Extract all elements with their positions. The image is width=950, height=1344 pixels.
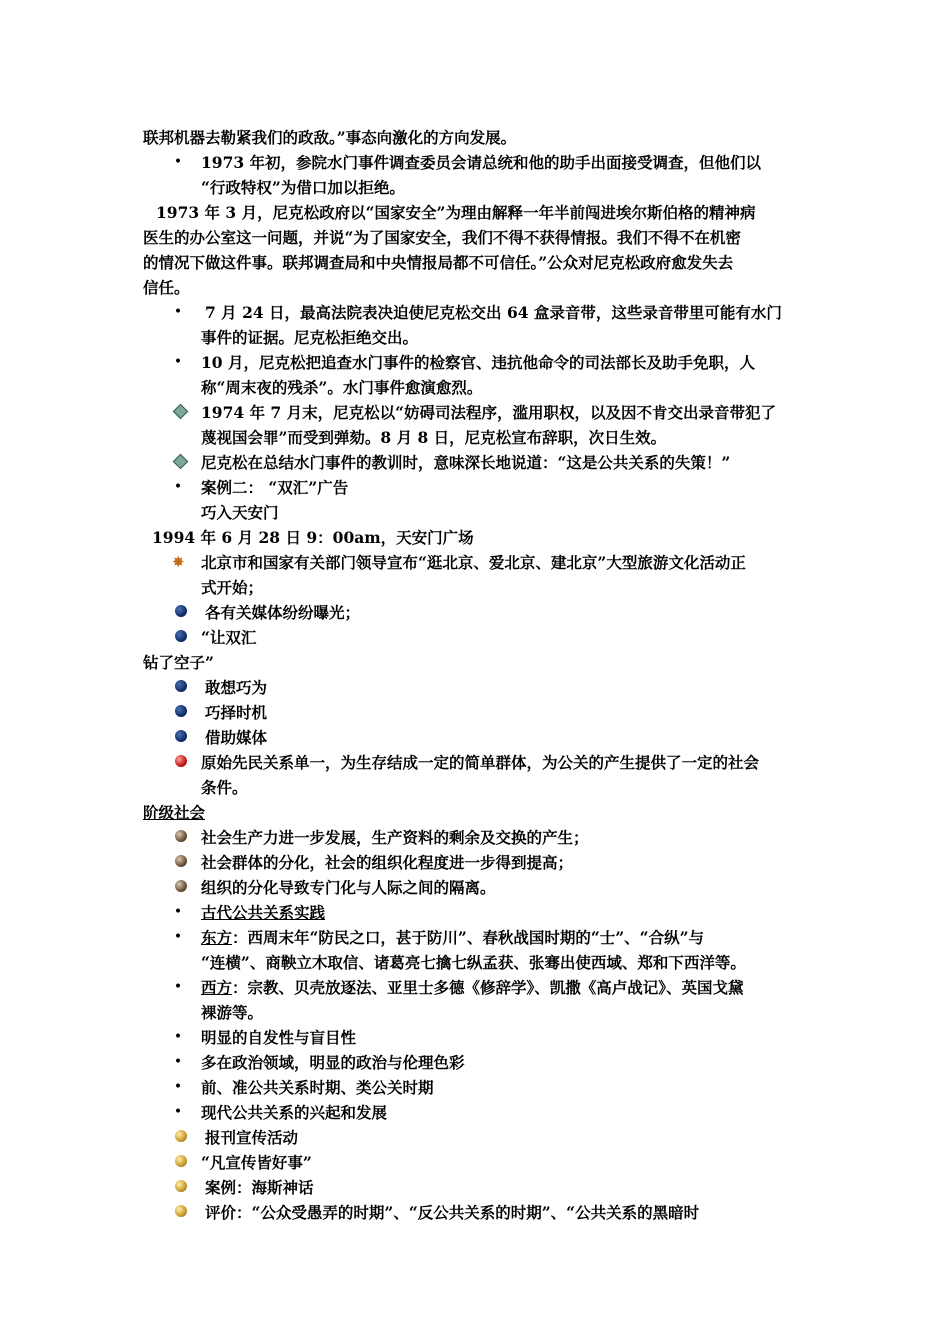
bullet-dot-icon: •	[173, 154, 183, 170]
paragraph-line: 信任。	[143, 278, 190, 297]
list-item-text: 蔑视国会罪”而受到弹劾。8 月 8 日，尼克松宣布辞职，次日生效。	[201, 428, 667, 447]
sphere-bullet-icon	[175, 880, 187, 892]
sphere-bullet-icon	[175, 1205, 187, 1217]
list-item-text: 10 月，尼克松把追查水门事件的检察官、违抗他命令的司法部长及助手免职，人	[201, 353, 755, 372]
list-item-text: 巧入天安门	[201, 503, 279, 522]
label-west-text: ：宗教、贝壳放逐法、亚里士多德《修辞学》、凯撒《高卢战记》、英国戈黛	[232, 978, 744, 997]
bullet-dot-icon: •	[173, 1079, 183, 1095]
sphere-bullet-icon	[175, 1180, 187, 1192]
list-item-text: 称“周末夜的残杀”。水门事件愈演愈烈。	[201, 378, 483, 397]
list-item-text: 多在政治领域，明显的政治与伦理色彩	[201, 1053, 465, 1072]
sphere-bullet-icon	[175, 630, 187, 642]
section-heading: 阶级社会	[143, 803, 206, 822]
sphere-bullet-icon	[175, 1155, 187, 1167]
list-item-text: 各有关媒体纷纷曝光；	[205, 603, 361, 622]
star-bullet-icon: ✸	[172, 553, 185, 571]
list-item-text: 式开始；	[201, 578, 264, 597]
paragraph-line: 1994 年 6 月 28 日 9：00am，天安门广场	[152, 528, 474, 547]
sphere-bullet-icon	[175, 705, 187, 717]
label-west: 西方	[201, 978, 233, 997]
list-item-text: 1974 年 7 月末，尼克松以“妨碍司法程序，滥用职权，以及因不肯交出录音带犯了	[201, 403, 777, 422]
list-item-text: 借助媒体	[205, 728, 268, 747]
list-item-text: 明显的自发性与盲目性	[201, 1028, 357, 1047]
list-item-text: 社会群体的分化，社会的组织化程度进一步得到提高；	[201, 853, 574, 872]
list-item-text: 报刊宣传活动	[205, 1128, 299, 1147]
sphere-bullet-icon	[175, 855, 187, 867]
sphere-bullet-icon	[175, 830, 187, 842]
list-item-text: 案例二： “双汇”广告	[201, 478, 349, 497]
paragraph-line: 钻了空子”	[143, 653, 214, 672]
sphere-bullet-icon	[175, 730, 187, 742]
list-item-text: 原始先民关系单一，为生存结成一定的简单群体，为公关的产生提供了一定的社会	[201, 753, 760, 772]
list-item-text: 7 月 24 日，最高法院表决迫使尼克松交出 64 盒录音带，这些录音带里可能有水门	[205, 303, 782, 322]
list-item-text: 古代公共关系实践	[201, 903, 326, 922]
sphere-bullet-icon	[175, 605, 187, 617]
list-item-text: 1973 年初，参院水门事件调查委员会请总统和他的助手出面接受调查，但他们以	[201, 153, 762, 172]
list-item-text: “让双汇	[201, 628, 257, 647]
bullet-dot-icon: •	[173, 979, 183, 995]
sphere-bullet-icon	[175, 1130, 187, 1142]
bullet-dot-icon: •	[173, 929, 183, 945]
list-item-text	[201, 975, 744, 1000]
list-item-text	[201, 925, 704, 950]
diamond-bullet-icon	[173, 404, 189, 420]
list-item-text: 前、准公共关系时期、类公关时期	[201, 1078, 434, 1097]
bullet-dot-icon: •	[173, 904, 183, 920]
list-item-text: 社会生产力进一步发展，生产资料的剩余及交换的产生；	[201, 828, 589, 847]
bullet-dot-icon: •	[173, 1029, 183, 1045]
list-item-text: 事件的证据。尼克松拒绝交出。	[201, 328, 419, 347]
list-item-text: “凡宣传皆好事”	[201, 1153, 312, 1172]
paragraph-line: 1973 年 3 月，尼克松政府以“国家安全”为理由解释一年半前闯进埃尔斯伯格的精神病	[156, 203, 756, 222]
list-item-text: 北京市和国家有关部门领导宣布“逛北京、爱北京、建北京”大型旅游文化活动正	[201, 553, 746, 572]
list-item-text: 裸游等。	[201, 1003, 264, 1022]
list-item-text: 条件。	[201, 778, 248, 797]
list-item-text: 评价：“公众受愚弄的时期”、“反公共关系的时期”、“公共关系的黑暗时	[205, 1203, 700, 1222]
list-item-text: 组织的分化导致专门化与人际之间的隔离。	[201, 878, 496, 897]
label-east-text: ：西周末年“防民之口，甚于防川”、春秋战国时期的“士”、“合纵”与	[232, 928, 705, 947]
paragraph-line: 的情况下做这件事。联邦调查局和中央情报局都不可信任。”公众对尼克松政府愈发失去	[143, 253, 734, 272]
label-east: 东方	[201, 928, 233, 947]
bullet-dot-icon: •	[173, 1054, 183, 1070]
sphere-bullet-icon	[175, 755, 187, 767]
paragraph-line: 医生的办公室这一问题，并说“为了国家安全，我们不得不获得情报。我们不得不在机密	[143, 228, 741, 247]
bullet-dot-icon: •	[173, 354, 183, 370]
bullet-dot-icon: •	[173, 1104, 183, 1120]
bullet-dot-icon: •	[173, 304, 183, 320]
list-item-text: “连横”、商鞅立木取信、诸葛亮七擒七纵孟获、张骞出使西域、郑和下西洋等。	[201, 953, 746, 972]
paragraph-line: 联邦机器去勒紧我们的政敌。”事态向激化的方向发展。	[143, 128, 517, 147]
bullet-dot-icon: •	[173, 479, 183, 495]
sphere-bullet-icon	[175, 680, 187, 692]
list-item-text: 敢想巧为	[205, 678, 268, 697]
list-item-text: 案例：海斯神话	[205, 1178, 314, 1197]
list-item-text: “行政特权”为借口加以拒绝。	[201, 178, 405, 197]
list-item-text: 尼克松在总结水门事件的教训时，意味深长地说道：“这是公共关系的失策！”	[201, 453, 731, 472]
list-item-text: 巧择时机	[205, 703, 268, 722]
diamond-bullet-icon	[173, 454, 189, 470]
list-item-text: 现代公共关系的兴起和发展	[201, 1103, 388, 1122]
